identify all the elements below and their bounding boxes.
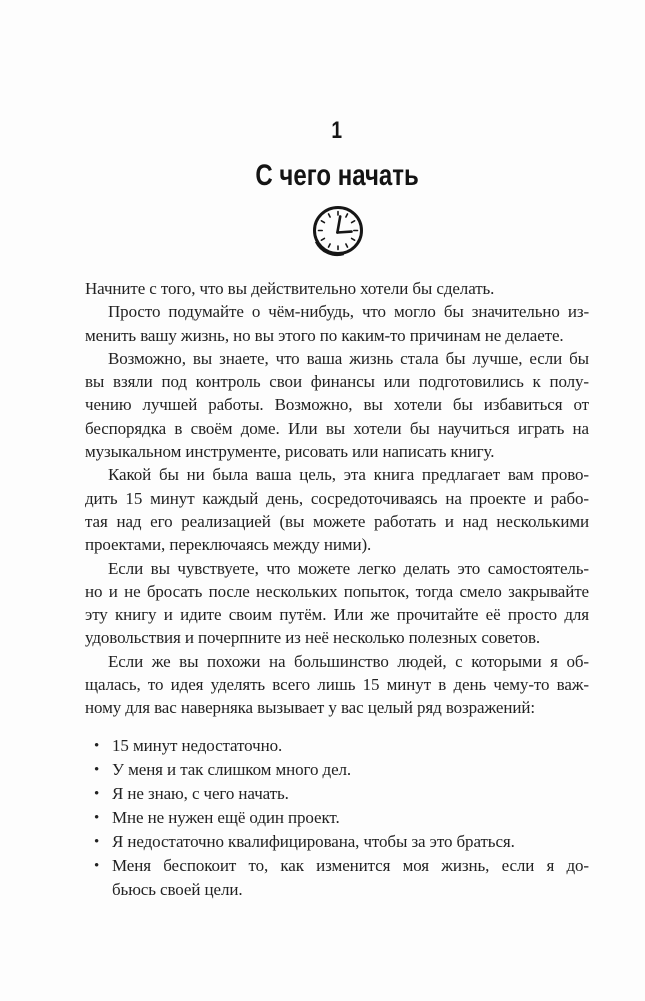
text-line: 15 минут недостаточно. xyxy=(112,735,283,755)
list-item xyxy=(85,734,589,758)
text-line: беспорядка в своём доме. Или вы хотели бы научиться играть на xyxy=(85,418,589,438)
paragraph xyxy=(85,650,589,720)
text-line: удовольствия и почерпните из неё несколько полезных советов. xyxy=(85,628,541,648)
text-line: тая над его реализацией (вы можете работать и над несколькими xyxy=(85,511,589,531)
text-line: вы взяли под контроль свои финансы или подготовились к полу- xyxy=(85,372,589,392)
chapter-title-text: С чего начать xyxy=(255,159,419,192)
text-line: но и не бросать после нескольких попыток, тогда смело закрывайте xyxy=(85,581,589,601)
text-line: Меня беспокоит то, как изменится моя жизнь, если я до- xyxy=(112,855,589,875)
text-line: Просто подумайте о чём-нибудь, что могло бы значительно из- xyxy=(108,302,589,322)
objections-list xyxy=(85,734,589,902)
text-line: Начните с того, что вы действительно хотели бы сделать. xyxy=(85,279,495,298)
paragraph xyxy=(85,300,589,347)
chapter-body xyxy=(85,277,589,902)
text-line: ному для вас наверняка вызывает у вас целый ряд возражений: xyxy=(85,698,535,718)
text-line: чению лучшей работы. Возможно, вы хотели бы избавиться от xyxy=(85,395,589,415)
paragraph xyxy=(85,557,589,650)
bullet-icon: • xyxy=(94,761,100,778)
text-line: Если вы чувствуете, что можете легко делать это самостоятель- xyxy=(108,558,589,578)
text-line: менить вашу жизнь, но вы этого по каким-то причинам не делаете. xyxy=(85,325,564,345)
paragraph xyxy=(85,277,589,300)
text-line: Я недостаточно квалифицирована, чтобы за это браться. xyxy=(112,831,515,851)
bullet-icon: • xyxy=(94,833,100,850)
clock-icon xyxy=(85,203,589,259)
text-line: щалась, то идея уделять всего лишь 15 минут в день чему-то важ- xyxy=(85,675,589,695)
list-item xyxy=(85,758,589,782)
text-line: эту книгу и идите своим путём. Или же прочитайте её просто для xyxy=(85,605,589,625)
text-line: Если же вы похожи на большинство людей, с которыми я об- xyxy=(108,651,589,671)
text-line: бьюсь своей цели. xyxy=(112,879,243,899)
paragraph xyxy=(85,347,589,463)
text-line: музыкальном инструменте, рисовать или написать книгу. xyxy=(85,442,495,462)
text-line: Я не знаю, с чего начать. xyxy=(112,783,289,803)
paragraph xyxy=(85,463,589,556)
text-line: Мне не нужен ещё один проект. xyxy=(112,807,340,827)
bullet-icon: • xyxy=(94,857,100,874)
chapter-header xyxy=(85,0,589,259)
chapter-title xyxy=(85,161,589,191)
list-item xyxy=(85,806,589,830)
chapter-number xyxy=(85,0,589,143)
text-line: Какой бы ни была ваша цель, эта книга предлагает вам прово- xyxy=(108,465,589,485)
list-item xyxy=(85,830,589,854)
bullet-icon: • xyxy=(94,737,100,754)
text-line: дить 15 минут каждый день, сосредоточиваясь на проекте и рабо- xyxy=(85,488,589,508)
bullet-icon: • xyxy=(94,809,100,826)
text-line: проектами, переключаясь между ними). xyxy=(85,535,372,555)
chapter-number-text: 1 xyxy=(331,117,343,144)
page-content xyxy=(85,0,589,902)
bullet-icon: • xyxy=(94,785,100,802)
list-item xyxy=(85,782,589,806)
text-line: У меня и так слишком много дел. xyxy=(112,759,352,779)
paragraphs-container xyxy=(85,277,589,720)
text-line: Возможно, вы знаете, что ваша жизнь стала бы лучше, если бы xyxy=(108,348,589,368)
list-item xyxy=(85,854,589,902)
